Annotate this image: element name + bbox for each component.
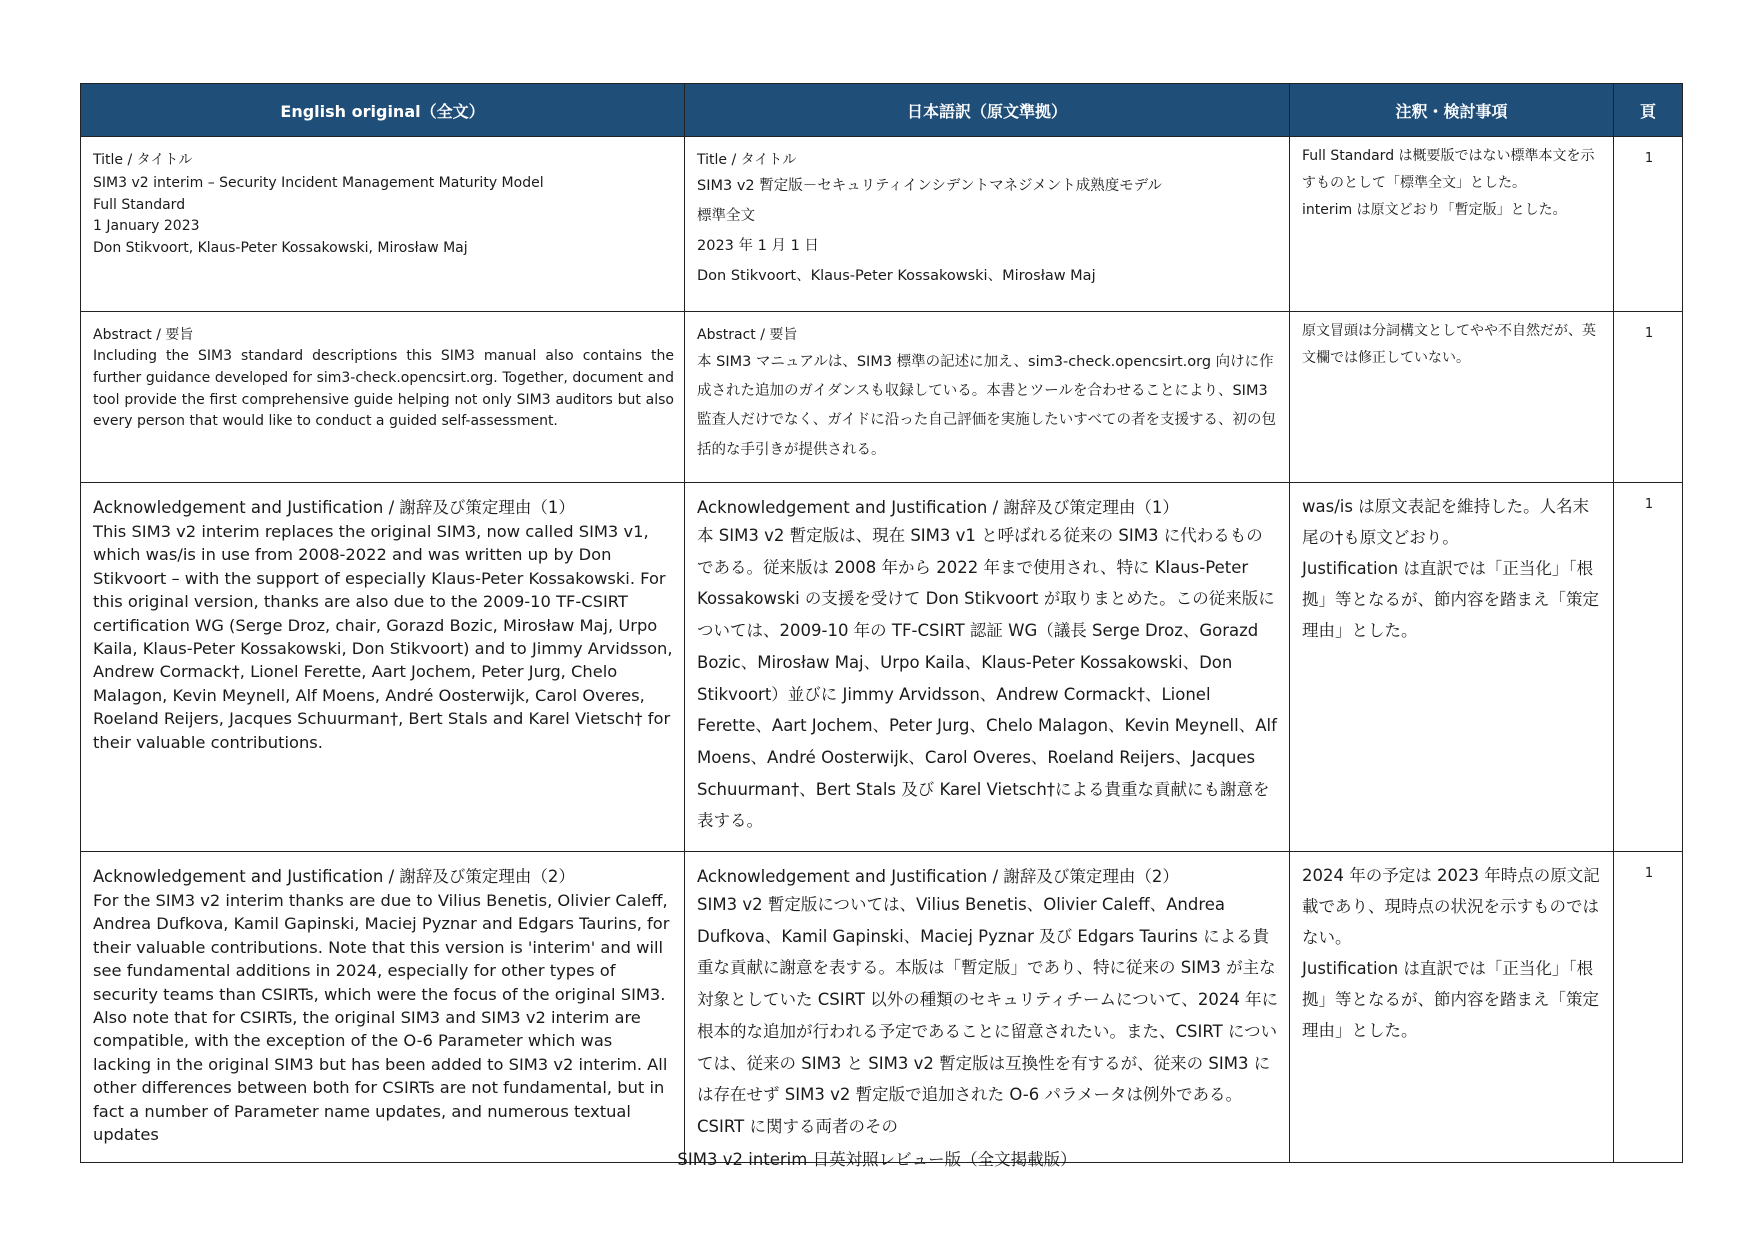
notes-text: 原文冒頭は分詞構文としてやや不自然だが、英文欄では修正していない。	[1302, 323, 1596, 366]
notes-text: Full Standard は概要版ではない標準本文を示すものとして「標準全文」とした。 interim は原文どおり「暫定版」とした。	[1302, 148, 1595, 218]
table-row	[81, 312, 1683, 483]
english-text: SIM3 v2 interim – Security Incident Management Maturity Model Full Standard 1 January 2023 Don Stikvoort, Klaus-Peter Kossakowski, Mirosław Maj	[93, 175, 544, 256]
japanese-cell	[685, 137, 1290, 312]
header-japanese-translation: 日本語訳（原文準拠）	[685, 84, 1290, 137]
notes-cell	[1290, 483, 1614, 852]
english-cell	[81, 483, 685, 852]
japanese-text: 本 SIM3 v2 暫定版は、現在 SIM3 v1 と呼ばれる従来の SIM3 に代わるものである。従来版は 2008 年から 2022 年まで使用され、特に Klaus-Peter Kossakowski の支援を受けて Don Stikvoort が取りまとめた。この従来版については、2009-10 年の TF-CSIRT 認証 WG（議長 Serge Droz、Gorazd Bozic、Mirosław Maj、Urpo Kaila、Klaus-Peter Kossakowski、Don Stikvoort）並びに Jimmy Arvidsson、Andrew Cormack†、Lionel Ferette、Aart Jochem、Peter Jurg、Chelo Malagon、Kevin Meynell、Alf Moens、André Oosterwijk、Carol Overes、Roeland Reijers、Jacques Schuurman†、Bert Stals 及び Karel Vietsch†による貴重な貢献にも謝意を表する。	[697, 526, 1277, 831]
page-number: 1	[1614, 852, 1683, 1163]
header-page: 頁	[1614, 84, 1683, 137]
section-title: Acknowledgement and Justification / 謝辞及び策定理由（2）	[697, 867, 1179, 886]
japanese-text: SIM3 v2 暫定版－セキュリティインシデントマネジメント成熟度モデル 標準全文 2023 年 1 月 1 日 Don Stikvoort、Klaus-Peter Kossakowski、Mirosław Maj	[697, 178, 1162, 284]
section-title: Title / タイトル	[93, 152, 193, 168]
section-title: Acknowledgement and Justification / 謝辞及び策定理由（1）	[93, 498, 575, 517]
japanese-text: SIM3 v2 暫定版については、Vilius Benetis、Olivier Caleff、Andrea Dufkova、Kamil Gapinski、Maciej Pyznar 及び Edgars Taurins による貴重な貢献に謝意を表する。本版は「暫定版」であり、特に従来の SIM3 が主な対象としていた CSIRT 以外の種類のセキュリティチームについて、2024 年に根本的な追加が行われる予定であることに留意されたい。また、CSIRT については、従来の SIM3 と SIM3 v2 暫定版は互換性を有するが、従来の SIM3 には存在せず SIM3 v2 暫定版で追加された O-6 パラメータは例外である。CSIRT に関する両者のその	[697, 895, 1279, 1136]
japanese-cell	[685, 312, 1290, 483]
section-title: Abstract / 要旨	[93, 327, 194, 343]
section-title: Acknowledgement and Justification / 謝辞及び策定理由（1）	[697, 498, 1179, 517]
table-row	[81, 852, 1683, 1163]
notes-text: 2024 年の予定は 2023 年時点の原文記載であり、現時点の状況を示すものではない。 Justification は直訳では「正当化」「根拠」等となるが、節内容を踏まえ「策定理由」とした。	[1302, 866, 1600, 1040]
section-title: Acknowledgement and Justification / 謝辞及び策定理由（2）	[93, 867, 575, 886]
table-header-row	[81, 84, 1683, 137]
page-number: 1	[1614, 483, 1683, 852]
notes-text: was/is は原文表記を維持した。人名末尾の†も原文どおり。 Justification は直訳では「正当化」「根拠」等となるが、節内容を踏まえ「策定理由」とした。	[1302, 497, 1599, 640]
english-text: For the SIM3 v2 interim thanks are due to Vilius Benetis, Olivier Caleff, Andrea Dufkova, Kamil Gapinski, Maciej Pyznar and Edgars Taurins, for their valuable contributions. Note that this version is 'interim' and will see fundamental additions in 2024, especially for other types of security teams than CSIRTs, which were the focus of the original SIM3. Also note that for CSIRTs, the original SIM3 and SIM3 v2 interim are compatible, with the exception of the O-6 Parameter which was lacking in the original SIM3 but has been added to SIM3 v2 interim. All other differences between both for CSIRTs are not fundamental, but in fact a number of Parameter name updates, and numerous textual updates	[93, 891, 670, 1145]
notes-cell	[1290, 852, 1614, 1163]
section-title: Abstract / 要旨	[697, 327, 798, 343]
english-text: Including the SIM3 standard descriptions this SIM3 manual also contains the further guidance developed for sim3-check.opencsirt.org. Together, document and tool provide the first comprehensive guide helping not only SIM3 auditors but also every person that would like to conduct a guided self-assessment.	[93, 348, 674, 430]
review-table	[80, 83, 1683, 1163]
japanese-text: 本 SIM3 マニュアルは、SIM3 標準の記述に加え、sim3-check.opencsirt.org 向けに作成された追加のガイダンスも収録している。本書とツールを合わせることにより、SIM3 監査人だけでなく、ガイドに沿った自己評価を実施したいすべての者を支援する、初の包括的な手引きが提供される。	[697, 354, 1276, 458]
page-footer: SIM3 v2 interim 日英対照レビュー版（全文掲載版）	[677, 1150, 1077, 1169]
table-row	[81, 483, 1683, 852]
english-cell	[81, 137, 685, 312]
header-notes: 注釈・検討事項	[1290, 84, 1614, 137]
section-title: Title / タイトル	[697, 152, 797, 168]
english-text: This SIM3 v2 interim replaces the original SIM3, now called SIM3 v1, which was/is in use from 2008-2022 and was written up by Don Stikvoort – with the support of especially Klaus-Peter Kossakowski. For this original version, thanks are also due to the 2009-10 TF-CSIRT certification WG (Serge Droz, chair, Gorazd Bozic, Mirosław Maj, Urpo Kaila, Klaus-Peter Kossakowski, Don Stikvoort) and to Jimmy Arvidsson, Andrew Cormack†, Lionel Ferette, Aart Jochem, Peter Jurg, Chelo Malagon, Kevin Meynell, Alf Moens, André Oosterwijk, Carol Overes, Roeland Reijers, Jacques Schuurman†, Bert Stals and Karel Vietsch† for their valuable contributions.	[93, 522, 673, 752]
english-cell	[81, 312, 685, 483]
japanese-cell	[685, 852, 1290, 1163]
page-number: 1	[1614, 137, 1683, 312]
english-cell	[81, 852, 685, 1163]
notes-cell	[1290, 312, 1614, 483]
header-english-original: English original（全文）	[81, 84, 685, 137]
notes-cell	[1290, 137, 1614, 312]
japanese-cell	[685, 483, 1290, 852]
page-number: 1	[1614, 312, 1683, 483]
table-row	[81, 137, 1683, 312]
